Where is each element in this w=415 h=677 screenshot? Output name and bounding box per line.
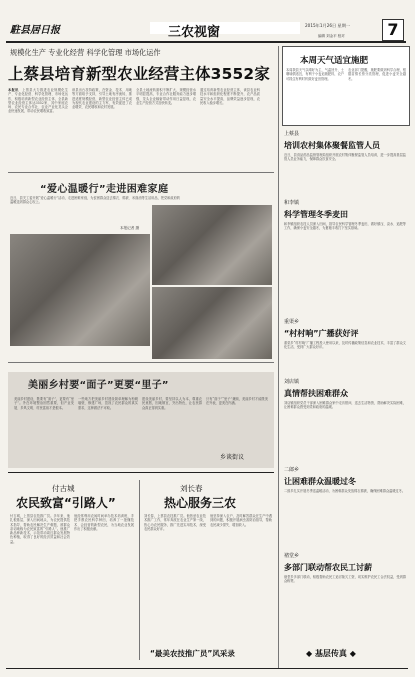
right-item-1-location: 上蔡县	[284, 131, 300, 137]
page-number: 7	[382, 19, 404, 41]
section-title-bar	[150, 22, 300, 40]
right-item-3-body: 重渠乡“村村响”广播工程投入使用以来，及时传播政策信息和农业技术，丰富了群众文化生活，受到广大群众好评。	[284, 341, 406, 350]
date-line: 2015年1月26日 星期一	[305, 23, 351, 28]
love-feature-title: “爱心温暖行”走进困难家庭	[40, 184, 169, 195]
lead-kicker: 规模化生产 专业化经营 科学化管理 市场化运作	[10, 48, 161, 57]
right-item-1-headline: 培训农村集体聚餐监管人员	[284, 141, 380, 150]
love-feature-caption: 本报记者 摄	[120, 226, 140, 230]
village-feature-col2: 一些地方把美丽乡村建设简单理解为粉刷墙壁、修建广场，忽视了农民群众的真实需求，这种做法不可取。	[78, 397, 138, 410]
right-item-2-body: 和李镇组织农技人员深入田间，指导农民科学管理冬季麦田，做好镇压、浇水、追肥等工作，确保小麦安全越冬，为夏粮丰收打下坚实基础。	[284, 222, 406, 231]
village-feature-col1: 美丽乡村建设，既要有“面子”，更要有“里子”。外在环境整治固然重要，但产业发展、乡风文明、村民富裕才是根本。	[14, 397, 74, 410]
right-item-6-location: 褚堂乡	[284, 553, 300, 559]
right-item-6-body: 褚堂乡多部门联动，积极帮助农民工追讨拖欠工资，切实维护农民工合法权益，受到群众称赞。	[284, 575, 406, 584]
lead-body-col2: 该县出台扶持政策，在资金、技术、用地等方面给予支持，引导土地有序流转，推进适度规模经营，新型农业经营主体已成为现代农业建设的主力军，有效促进了农业增效、农民增收和农村发展。	[72, 88, 132, 110]
bottom-mid-headline: 热心服务三农	[164, 496, 237, 510]
editor-line: 编辑 刘金平 校对	[318, 34, 345, 38]
section-title: 三农视窗	[168, 25, 221, 40]
right-item-5-location: 二郎乡	[284, 467, 300, 473]
lead-body-col1: 本报讯 上蔡县大力推进农业规模化生产、专业化经营、科学化管理、市场化运作，积极培育新型农业经营主体，全县新型农业经营主体达3552家，其中家庭农场、农民专业合作社、农业产业化龙头企业快速发展，带动农民增收致富。	[8, 88, 68, 114]
lead-body-col3: 全县土地流转面积不断扩大，规模经营水平明显提高，专业合作社服务能力逐步增强，龙头企业辐射带动作用日益显现，农业生产经营方式加快转变。	[136, 88, 196, 105]
weather-box-body-2: 农业部门提醒，施肥要做到科学合理，根据苗情长势分类管理，促进小麦安全越冬。	[348, 68, 406, 81]
village-feature-title: 美丽乡村要“面子”更要“里子”	[28, 380, 169, 391]
paper-name: 駐县居日报	[10, 25, 60, 36]
bottom-left-headline: 农民致富“引路人”	[16, 496, 116, 510]
bottom-mid-body-1: 刘长春，上蔡县农技推广员。他热爱农业技术推广工作，常年奔波在农业生产第一线，热心为农民服务，推广先进实用技术，深受农民群众好评。	[144, 514, 206, 531]
lead-byline: 本报讯	[8, 88, 19, 92]
right-item-6-headline: 多部门联动帮农民工讨薪	[284, 563, 372, 572]
right-item-5-headline: 让困难群众温暖过冬	[284, 477, 356, 486]
village-feature-col3: 建设美丽乡村，要坚持以人为本，尊重农民意愿，因地制宜，突出特色，让农民群众真正得到实惠。	[142, 397, 202, 410]
love-feature-photo-1	[10, 234, 150, 346]
weather-box-title: 本周天气适宜施肥	[300, 56, 369, 66]
lead-headline: 上蔡县培育新型农业经营主体3552家	[8, 65, 270, 83]
bottom-mid-body-2: 他坚持深入农户，及时解答群众在生产中遇到的问题，积极开展病虫害防治指导，帮助农民减少损失、增加收入。	[210, 514, 272, 527]
right-item-2-location: 和李镇	[284, 200, 300, 206]
right-item-4-location: 刘店镇	[284, 379, 300, 385]
lead-bottom-rule	[8, 172, 274, 173]
masthead-rule	[6, 41, 406, 43]
right-item-4-headline: 真情帮扶困难群众	[284, 389, 348, 398]
village-bottom-rule	[8, 472, 274, 473]
masthead	[0, 0, 415, 40]
right-item-3-location: 重渠乡	[284, 319, 300, 325]
right-item-1-body: 近日，县食品药品监督管理局组织开展农村集体聚餐监管人员培训，进一步提高基层监管人员业务能力，保障群众饮食安全。	[284, 153, 406, 162]
right-item-3-headline: “村村响”广播获好评	[284, 329, 359, 338]
bottom-mid-location: 刘长春	[180, 484, 203, 493]
bottom-left-location: 付古城	[52, 484, 75, 493]
right-item-5-body: 二郎乡扎实开展冬季送温暖活动，为困难群众发放棉衣棉被，确保困难群众温暖过冬。	[284, 489, 406, 493]
bottom-left-body-1: 付古城，上蔡县农技推广员。多年来，他扎根基层，深入田间地头，为农民提供技术指导，帮助农民解决生产难题，被群众亲切地称为农民致富的“引路人”。他推广新品种新技术，示范带动周边群众发展特色种植，取得了良好的经济效益和社会效益。	[10, 514, 70, 544]
love-feature-photo-3	[152, 287, 272, 359]
bottom-mid-divider	[139, 480, 140, 660]
bottom-left-body-2: 他经常利用农闲时间举办技术培训班，手把手教农民科学种田，培养了一批懂技术、会经营的新型农民，为当地农业发展作出了积极贡献。	[74, 514, 134, 531]
right-item-4-body: 刘店镇组织党员干部深入困难群众家中走访慰问，送去生活物资，帮助解决实际困难，让困难群众感受到党和政府的温暖。	[284, 401, 406, 410]
page-bottom-rule	[6, 668, 408, 669]
right-item-2-headline: 科学管理冬季麦田	[284, 210, 348, 219]
love-feature-photo-2	[152, 205, 272, 285]
right-column-divider	[278, 46, 279, 668]
love-feature-intro: 近日，县关工委开展“爱心温暖行”活动，走进困难家庭，为贫困群众送去棉衣、棉被、米面油等生活用品，把党和政府的温暖送到群众心坎上。	[10, 196, 180, 205]
village-column-label: 乡谈街议	[220, 454, 245, 461]
weather-box-body-1: 本周我县天气以晴好为主，气温回升，土壤墒情适宜，有利于小麦追施肥料，农户可抓住有利时机做好麦田管理。	[286, 68, 344, 81]
right-column-footer-title: ◆ 基层传真 ◆	[306, 649, 356, 658]
bottom-mid-footer-title: “最美农技推广员”风采录	[150, 649, 235, 658]
lead-body-col4: 通过培育新型农业经营主体，该县农业科技水平和组织化程度不断提升，农产品质量安全水平提高，品牌效益逐步显现，农民收入稳步增长。	[200, 88, 260, 105]
love-feature-bottom-rule	[8, 362, 274, 363]
village-feature-col4: 只有“面子”“里子”兼顾，美丽乡村才能既美在外表，更美在内涵。	[206, 397, 268, 406]
